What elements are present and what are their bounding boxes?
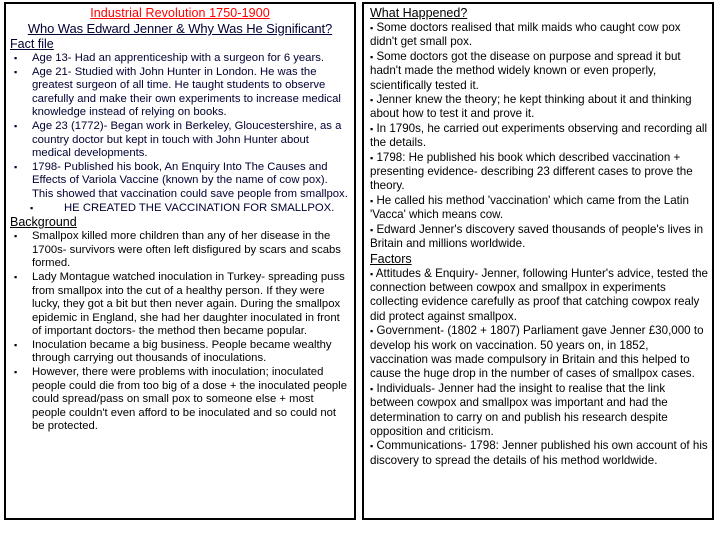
section-heading-fact-file: Fact file (10, 37, 54, 51)
list-item (370, 439, 708, 468)
list-item (10, 52, 350, 66)
list-item (10, 161, 350, 202)
bullet-icon: ▪ (30, 202, 34, 213)
list-item (10, 230, 350, 271)
bullet-icon: ▪ (14, 231, 18, 242)
list-item-text: 1798: He published his book which described vaccination + presenting evidence- describing 23 different cases to prove the theory. (370, 150, 693, 193)
list-item (370, 223, 708, 252)
sub-list-item-text: HE CREATED THE VACCINATION FOR SMALLPOX. (64, 201, 335, 214)
list-item (370, 122, 708, 151)
list-item-text: Government- (1802 + 1807) Parliament gave Jenner £30,000 to develop his work on vaccination. 50 years on, in 1852, vaccination was made compulsory in Britain and this helped to cause the huge drop in the number of cases of smallpox cases. (370, 324, 704, 381)
bullet-icon: ▪ (14, 271, 18, 282)
bullet-icon: ▪ (370, 268, 374, 279)
list-item-text: Some doctors got the disease on purpose and spread it but hadn't made the method widely known or even properly, scientifically tested it. (370, 49, 681, 92)
list-item (370, 324, 708, 382)
bullet-icon: ▪ (370, 326, 374, 337)
bullet-icon: ▪ (370, 152, 374, 163)
list-item-text: Attitudes & Enquiry- Jenner, following Hunter's advice, tested the connection between cowpox and smallpox in experiments collecting evidence carefully as proof that catching cowpox realy did protect against smallpox. (370, 266, 708, 323)
section-heading-background: Background (10, 215, 77, 230)
list-item-text: Age 13- Had an apprenticeship with a surgeon for 6 years. (32, 52, 325, 64)
slide-main-heading: Who Was Edward Jenner & Why Was He Significant? (27, 21, 333, 36)
list-item-text: In 1790s, he carried out experiments observing and recording all the details. (370, 121, 708, 150)
bullet-icon: ▪ (370, 95, 374, 106)
bullet-icon: ▪ (14, 339, 18, 350)
sub-list-item (10, 202, 350, 216)
bullet-icon: ▪ (370, 441, 374, 452)
right-content-panel (362, 2, 714, 520)
slide-red-title: Industrial Revolution 1750-1900 (90, 6, 270, 20)
bullet-icon: ▪ (370, 195, 374, 206)
list-item (370, 50, 708, 93)
bullet-icon: ▪ (370, 23, 374, 33)
list-item-text: Smallpox killed more children than any of her disease in the 1700s- survivors were often left disfigured by scars and scabs formed. (32, 230, 341, 270)
bullet-icon: ▪ (370, 224, 374, 235)
list-item (10, 366, 350, 434)
list-item-text: Individuals- Jenner had the insight to realise that the link between cowpox and smallpox was important and had the determination to carry on and publish his research despite opposition and criticism. (370, 381, 668, 438)
list-item (370, 267, 708, 325)
bullet-icon: ▪ (14, 53, 18, 63)
left-content-panel (4, 2, 356, 520)
list-item-text: Inoculation became a big business. People became wealthy through carrying out thousands of inoculations. (32, 338, 332, 365)
bullet-icon: ▪ (14, 161, 18, 172)
list-item-text: Jenner knew the theory; he kept thinking about it and thinking about how to test it and prove it. (370, 93, 692, 121)
list-item (370, 151, 708, 194)
bullet-icon: ▪ (14, 367, 18, 378)
bullet-icon: ▪ (370, 383, 374, 394)
list-item-text: Lady Montague watched inoculation in Turkey- spreading puss from smallpox into the cut of a healthy person. If they were lucky, they got a bit but then never again. During the smallpox epidemic in England, she had her daughter inoculated in front of important doctors- the method then became popular. (32, 270, 345, 338)
list-item (370, 194, 708, 223)
list-item-text: Edward Jenner's discovery saved thousands of people's lives in Britain and millions worldwide. (370, 222, 704, 251)
list-item (370, 21, 708, 50)
list-item-text: 1798- Published his book, An Enquiry Into The Causes and Effects of Variola Vaccine (known by the name of cow pox). This showed that vaccination could save people from smallpox. (32, 160, 348, 200)
section-heading-what-happened: What Happened? (370, 6, 468, 20)
list-item (10, 66, 350, 120)
list-item-text: Age 21- Studied with John Hunter in London. He was the greatest surgeon of all time. He taught students to observe carefully and make their own experiments to increase medical knowledge instead of relying on books. (32, 65, 341, 119)
list-item-text: Age 23 (1772)- Began work in Berkeley, Gloucestershire, as a country doctor but kept in touch with John Hunter about medical developments. (32, 119, 342, 160)
bullet-icon: ▪ (370, 123, 374, 134)
list-item-text: He called his method 'vaccination' which came from the Latin 'Vacca' which means cow. (370, 193, 689, 222)
list-item (10, 120, 350, 161)
bullet-icon: ▪ (370, 51, 374, 62)
list-item (370, 382, 708, 440)
list-item-text: Communications- 1798: Jenner published his own account of his discovery to spread the details of his method worldwide. (370, 439, 708, 467)
list-item (10, 339, 350, 366)
bullet-icon: ▪ (14, 120, 18, 131)
list-item (10, 271, 350, 339)
list-item (370, 93, 708, 122)
list-item-text: However, there were problems with inoculation; inoculated people could die from too big of a dose + the inoculated people could spread/pass on small pox to someone else + most people couldn't even afford to be inoculated and so could not be protected. (32, 366, 347, 433)
section-heading-factors: Factors (370, 251, 412, 266)
list-item-text: Some doctors realised that milk maids who caught cow pox didn't get small pox. (370, 21, 681, 49)
bullet-icon: ▪ (14, 66, 18, 77)
